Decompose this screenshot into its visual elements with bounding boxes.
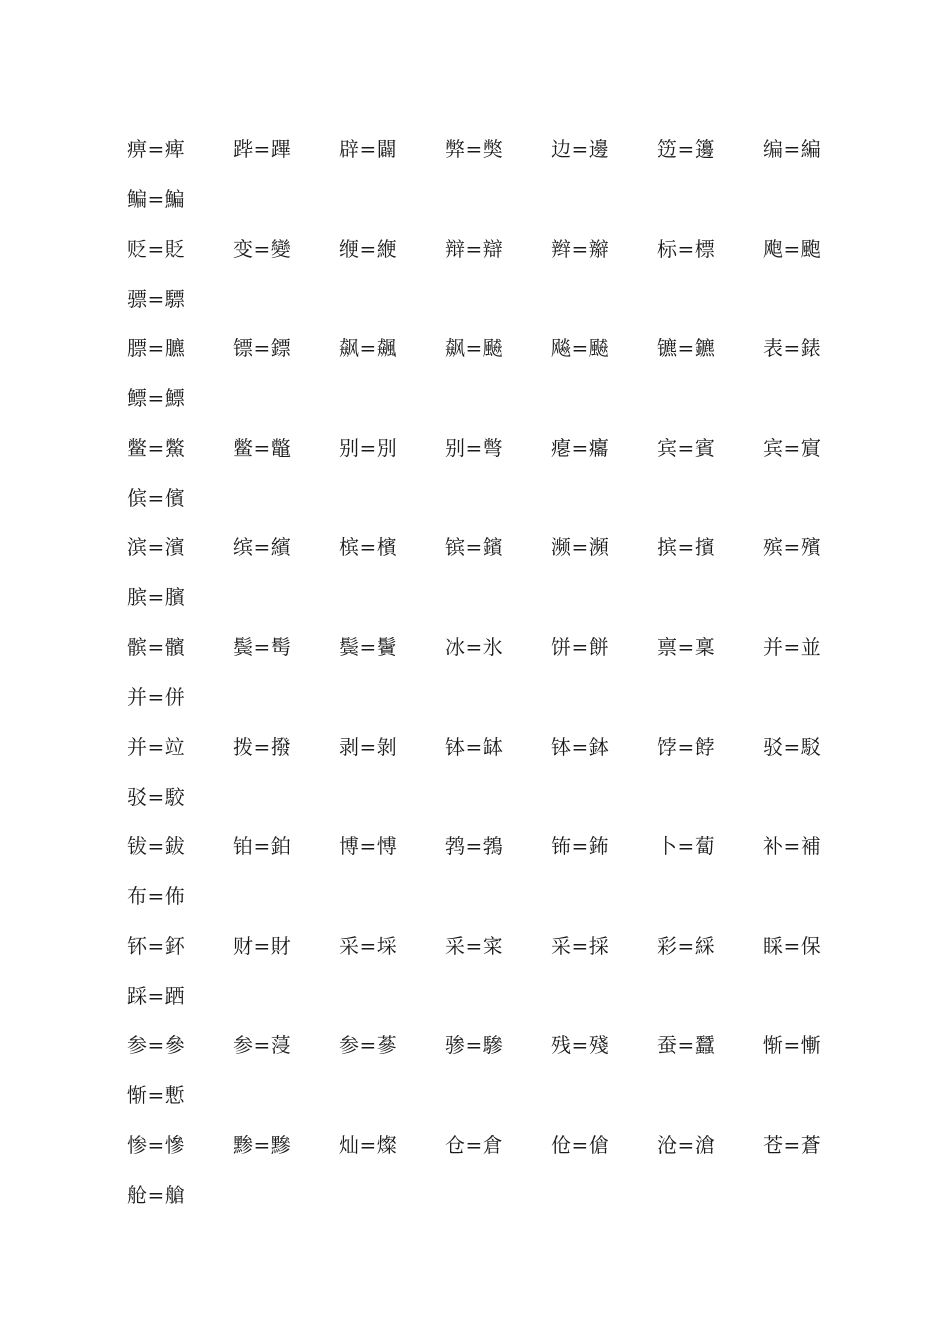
character-pair: 钚=鈈	[127, 934, 186, 958]
character-pair: 参=參	[127, 1033, 186, 1057]
character-pair: 鬓=髩	[233, 635, 292, 659]
pair-group	[127, 1133, 847, 1233]
character-pair: 飑=颮	[763, 237, 822, 261]
character-pair: 贬=貶	[127, 237, 186, 261]
character-pair: 表=錶	[763, 336, 822, 360]
pair-group	[127, 237, 847, 337]
character-pair: 钸=鈽	[551, 834, 610, 858]
character-pair: 跸=蹕	[233, 137, 292, 161]
character-pair: 鳊=鯿	[127, 187, 186, 211]
character-pair: 冰=氷	[445, 635, 504, 659]
character-pair: 飚=飇	[551, 336, 610, 360]
character-pair: 别=彆	[445, 436, 504, 460]
character-pair: 补=補	[763, 834, 822, 858]
character-pair: 槟=檳	[339, 535, 398, 559]
character-pair: 博=愽	[339, 834, 398, 858]
character-pair: 膑=臏	[127, 585, 186, 609]
character-pair: 财=財	[233, 934, 292, 958]
character-pair: 宾=賓	[657, 436, 716, 460]
character-pair: 辟=闢	[339, 137, 398, 161]
character-pair: 灿=燦	[339, 1133, 398, 1157]
character-pair: 鬓=鬢	[339, 635, 398, 659]
character-pair: 伧=傖	[551, 1133, 610, 1157]
character-pair: 缤=繽	[233, 535, 292, 559]
character-pair: 傧=儐	[127, 486, 186, 510]
character-pair: 并=並	[763, 635, 822, 659]
character-pair: 禀=稟	[657, 635, 716, 659]
character-pair: 鹁=鵓	[445, 834, 504, 858]
character-pair: 别=別	[339, 436, 398, 460]
character-pair: 铂=鉑	[233, 834, 292, 858]
character-pair: 苍=蒼	[763, 1133, 822, 1157]
character-pair: 惭=慚	[763, 1033, 822, 1057]
character-pair: 镖=鏢	[233, 336, 292, 360]
pair-group	[127, 336, 847, 436]
character-pair: 睬=保	[763, 934, 822, 958]
character-pair: 镔=鑌	[445, 535, 504, 559]
character-pair: 采=寀	[445, 934, 504, 958]
character-pair: 钵=鉢	[551, 735, 610, 759]
character-pair: 边=邊	[551, 137, 610, 161]
character-pair: 痹=痺	[127, 137, 186, 161]
character-pair: 并=竝	[127, 735, 186, 759]
character-pair: 瘪=癟	[551, 436, 610, 460]
pair-group	[127, 934, 847, 1034]
character-pair: 变=變	[233, 237, 292, 261]
character-pair: 飙=飆	[339, 336, 398, 360]
pair-group	[127, 834, 847, 934]
character-pair: 驳=駮	[127, 785, 186, 809]
character-pair: 骠=驃	[127, 287, 186, 311]
pair-group	[127, 436, 847, 536]
character-pair: 辫=辮	[551, 237, 610, 261]
character-pair: 鳖=鼈	[233, 436, 292, 460]
character-pair: 布=佈	[127, 884, 186, 908]
pair-group	[127, 1033, 847, 1133]
character-pair: 镳=鑣	[657, 336, 716, 360]
character-pair: 剥=剝	[339, 735, 398, 759]
character-pair: 采=採	[551, 934, 610, 958]
pair-group	[127, 137, 847, 237]
character-pair: 钵=缽	[445, 735, 504, 759]
character-pair: 标=標	[657, 237, 716, 261]
pair-group	[127, 735, 847, 835]
character-pair: 髌=髕	[127, 635, 186, 659]
character-pair: 沧=滄	[657, 1133, 716, 1157]
character-pair: 舱=艙	[127, 1183, 186, 1207]
character-pair: 参=蓡	[233, 1033, 292, 1057]
character-pair: 拨=撥	[233, 735, 292, 759]
character-pair: 摈=擯	[657, 535, 716, 559]
character-pair: 惨=慘	[127, 1133, 186, 1157]
character-pair: 缏=緶	[339, 237, 398, 261]
character-pair: 踩=跴	[127, 984, 186, 1008]
character-pair: 惭=慙	[127, 1083, 186, 1107]
character-pair: 骖=驂	[445, 1033, 504, 1057]
character-pair: 彩=綵	[657, 934, 716, 958]
character-pair: 濒=瀕	[551, 535, 610, 559]
character-pair: 参=蔘	[339, 1033, 398, 1057]
character-pair: 滨=濱	[127, 535, 186, 559]
character-pair: 宾=賔	[763, 436, 822, 460]
character-pair: 残=殘	[551, 1033, 610, 1057]
character-pair: 饽=餑	[657, 735, 716, 759]
character-pair: 黪=黲	[233, 1133, 292, 1157]
character-pair: 殡=殯	[763, 535, 822, 559]
character-pair: 卜=蔔	[657, 834, 716, 858]
character-pair: 编=編	[763, 137, 822, 161]
character-pair: 饼=餅	[551, 635, 610, 659]
character-pair: 鳖=鱉	[127, 436, 186, 460]
pair-group	[127, 635, 847, 735]
character-pair: 采=埰	[339, 934, 398, 958]
character-pair: 飙=飇	[445, 336, 504, 360]
character-pair: 钹=鈸	[127, 834, 186, 858]
character-pair: 鳔=鰾	[127, 386, 186, 410]
character-pair: 仓=倉	[445, 1133, 504, 1157]
character-pair: 弊=獘	[445, 137, 504, 161]
pair-group	[127, 535, 847, 635]
character-pair: 蚕=蠶	[657, 1033, 716, 1057]
character-pair: 并=併	[127, 685, 186, 709]
character-pair: 辩=辯	[445, 237, 504, 261]
character-pair: 笾=籩	[657, 137, 716, 161]
character-pair: 驳=駁	[763, 735, 822, 759]
character-pair: 膘=臕	[127, 336, 186, 360]
